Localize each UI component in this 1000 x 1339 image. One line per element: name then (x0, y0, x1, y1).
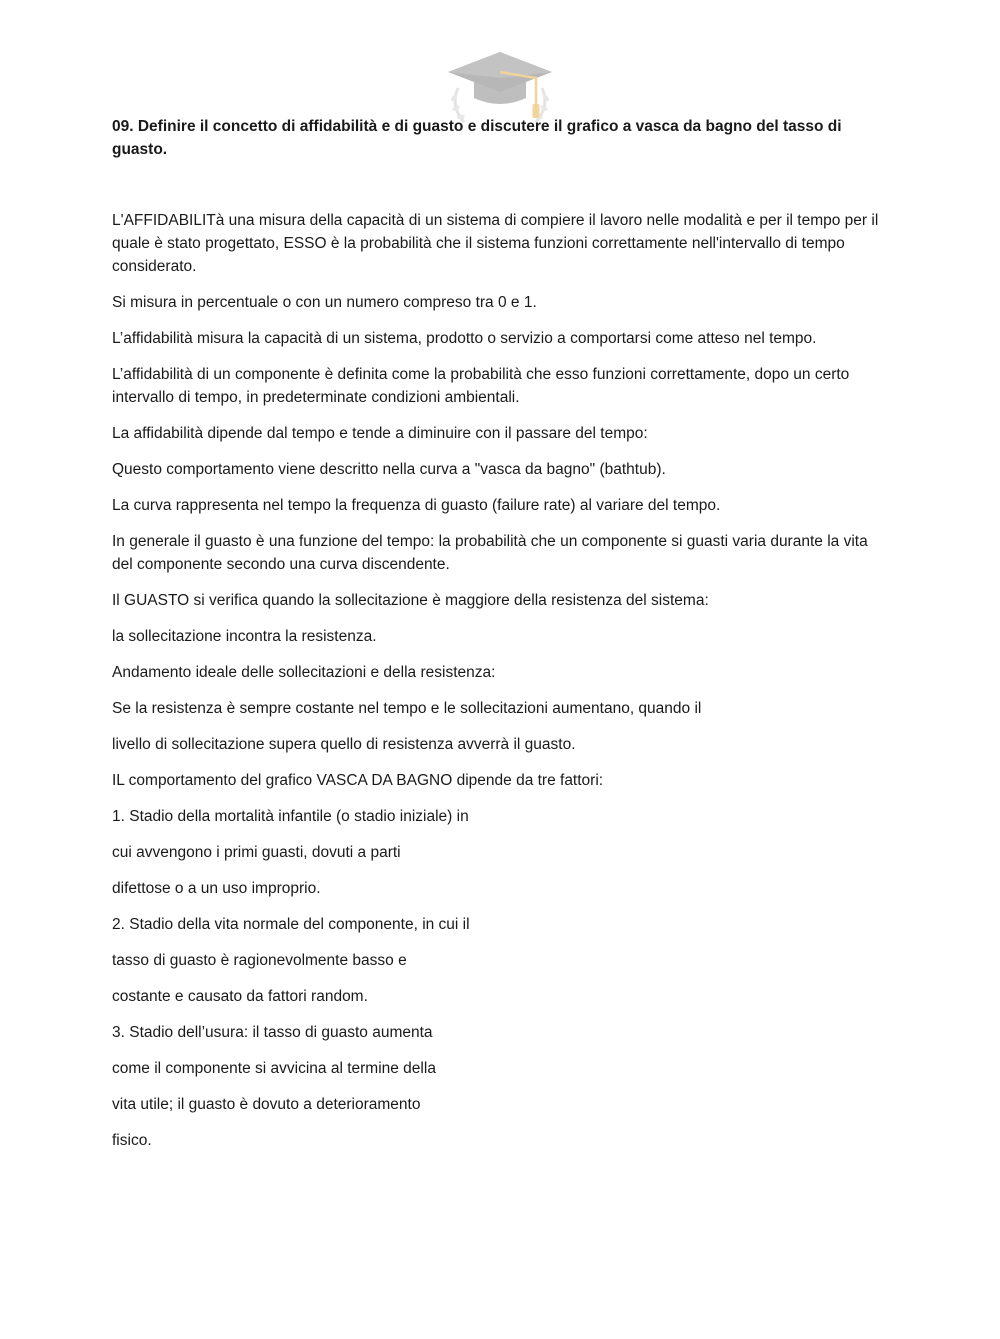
body-paragraph: In generale il guasto è una funzione del tempo: la probabilità che un componente si guasti varia durante la vita del componente secondo una curva discendente. (112, 533, 868, 573)
body-paragraph: 3. Stadio dell’usura: il tasso di guasto aumenta (112, 1024, 433, 1041)
body-paragraph: costante e causato da fattori random. (112, 988, 368, 1005)
body-paragraph: Questo comportamento viene descritto nella curva a "vasca da bagno" (bathtub). (112, 461, 666, 478)
body-paragraph: come il componente si avvicina al termine della (112, 1060, 436, 1077)
body-paragraph: tasso di guasto è ragionevolmente basso e (112, 952, 407, 969)
body-paragraph: L’affidabilità misura la capacità di un sistema, prodotto o servizio a comportarsi come atteso nel tempo. (112, 330, 817, 347)
body-paragraph: difettose o a un uso improprio. (112, 880, 321, 897)
question-heading: 09. Definire il concetto di affidabilità e di guasto e discutere il grafico a vasca da bagno del tasso di guasto. (112, 118, 842, 158)
body-paragraph: Andamento ideale delle sollecitazioni e della resistenza: (112, 664, 496, 681)
body-paragraph: La affidabilità dipende dal tempo e tende a diminuire con il passare del tempo: (112, 425, 648, 442)
body-paragraph: 1. Stadio della mortalità infantile (o stadio iniziale) in (112, 808, 469, 825)
body-paragraph: vita utile; il guasto è dovuto a deterioramento (112, 1096, 421, 1113)
document-content (112, 115, 892, 1165)
body-paragraph: fisico. (112, 1132, 152, 1149)
body-paragraph: Il GUASTO si verifica quando la sollecitazione è maggiore della resistenza del sistema: (112, 592, 709, 609)
body-paragraph: La curva rappresenta nel tempo la frequenza di guasto (failure rate) al variare del tempo. (112, 497, 721, 514)
body-paragraph: la sollecitazione incontra la resistenza. (112, 628, 377, 645)
body-paragraph: cui avvengono i primi guasti, dovuti a parti (112, 844, 401, 861)
body-paragraph: Se la resistenza è sempre costante nel tempo e le sollecitazioni aumentano, quando il (112, 700, 702, 717)
body-paragraph: L’affidabilità di un componente è definita come la probabilità che esso funzioni correttamente, dopo un certo intervallo di tempo, in predeterminate condizioni ambientali. (112, 366, 850, 406)
body-paragraph: IL comportamento del grafico VASCA DA BAGNO dipende da tre fattori: (112, 772, 604, 789)
body-paragraph: livello di sollecitazione supera quello di resistenza avverrà il guasto. (112, 736, 576, 753)
body-paragraph: Si misura in percentuale o con un numero compreso tra 0 e 1. (112, 294, 537, 311)
body-paragraph: L'AFFIDABILITà una misura della capacità di un sistema di compiere il lavoro nelle modalità e per il tempo per il quale è stato progettato, ESSO è la probabilità che il sistema funzioni correttamente nell'intervallo di tempo considerato. (112, 212, 879, 275)
body-paragraphs (112, 209, 892, 1152)
body-paragraph: 2. Stadio della vita normale del componente, in cui il (112, 916, 470, 933)
